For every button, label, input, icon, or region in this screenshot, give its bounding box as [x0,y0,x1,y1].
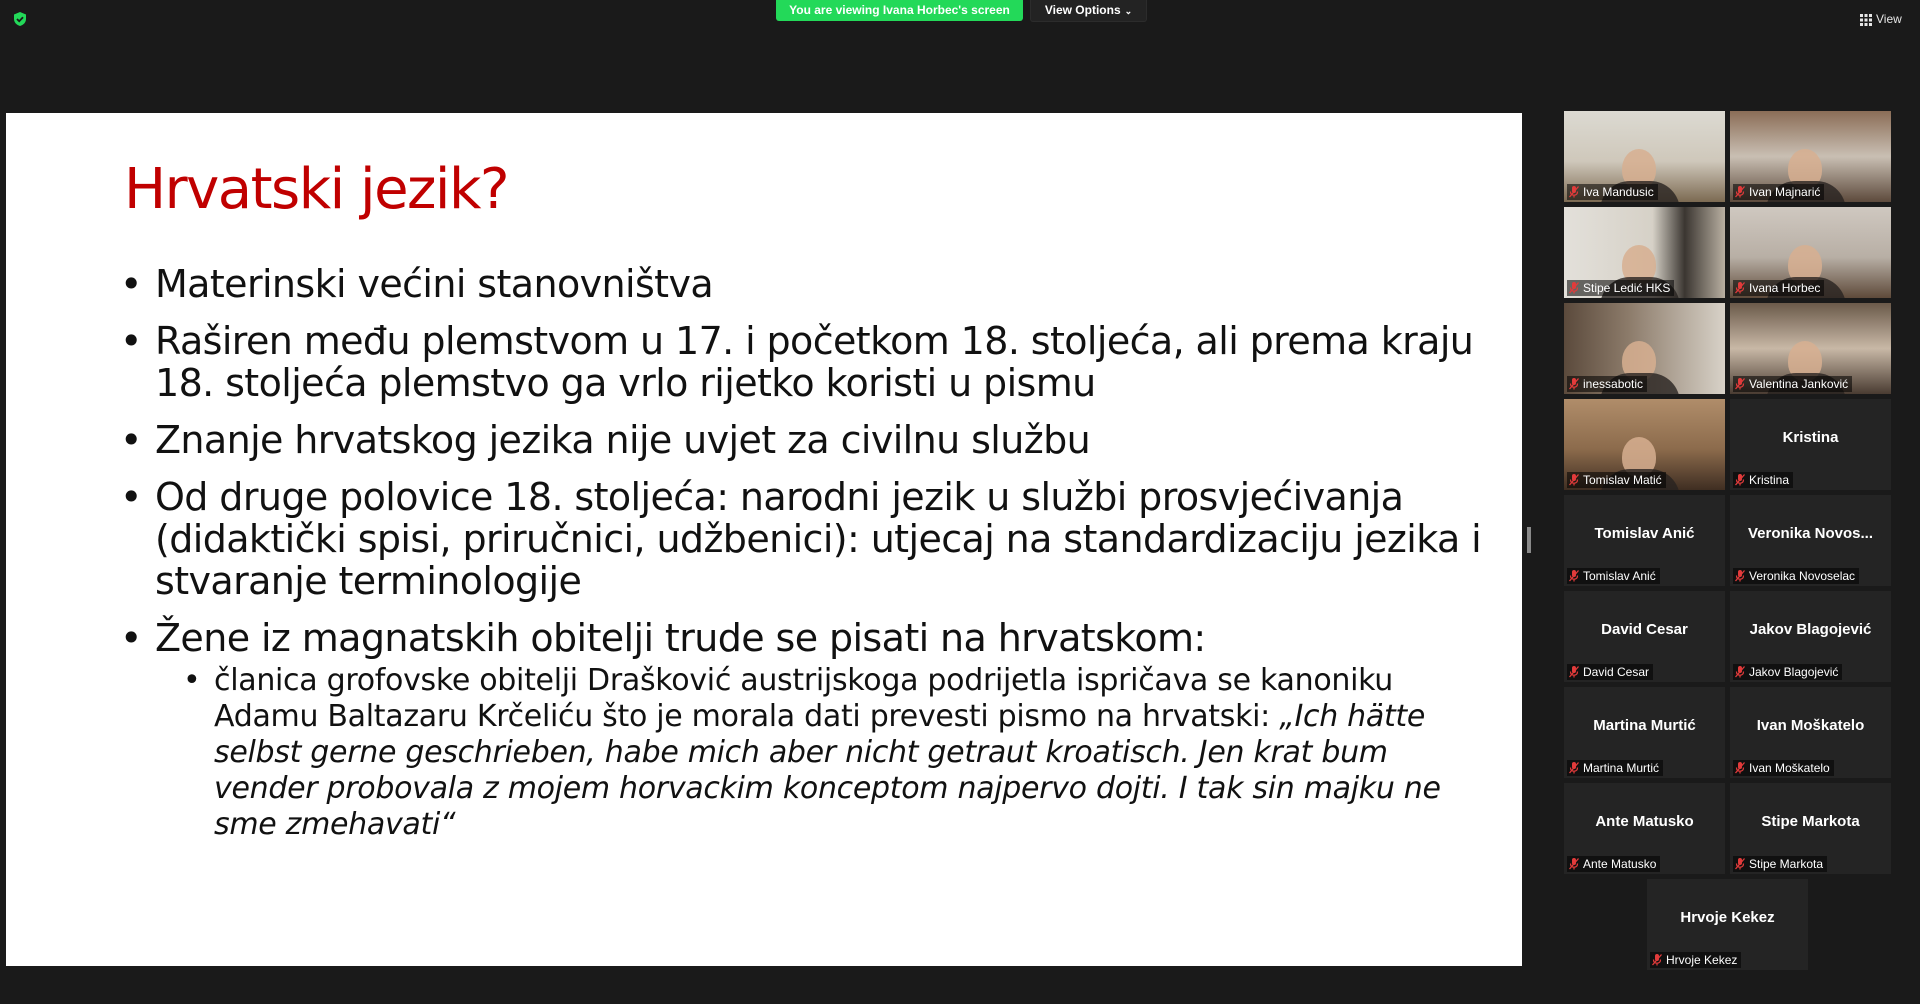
participant-name: Tomislav Matić [1583,473,1662,487]
mic-muted-icon [1569,474,1579,490]
participant-name-label [1567,376,1647,392]
participant-display-name: Hrvoje Kekez [1680,909,1775,926]
participant-name: Ivana Horbec [1749,281,1821,295]
participant-display-name: Ivan Moškatelo [1756,717,1865,734]
participant-name-label [1733,664,1842,680]
participant-display-name: Martina Murtić [1593,717,1696,734]
participant-tile[interactable] [1564,303,1725,394]
participant-name: Valentina Janković [1749,377,1849,391]
slide-bullet [120,617,1500,843]
mic-muted-icon [1735,186,1745,202]
participant-name: Martina Murtić [1583,761,1660,775]
participant-name-label [1567,472,1666,488]
participant-tile[interactable] [1730,111,1891,202]
participant-name: Stipe Markota [1749,857,1824,871]
mic-muted-icon [1569,186,1579,202]
mic-muted-icon [1569,858,1579,874]
shield-check-icon[interactable] [12,11,28,27]
participant-tile[interactable] [1647,879,1808,970]
participant-tile[interactable] [1564,495,1725,586]
participant-display-name: Ante Matusko [1595,813,1694,830]
sub-bullet-text: članica grofovske obitelji Drašković austrijskoga podrijetla ispričava se kanoniku Adamu Baltazaru Krčeliću što je morala dati prevesti pismo na hrvatski: [214,663,1393,734]
chevron-down-icon: ⌄ [1124,6,1133,16]
mic-muted-icon [1569,762,1579,778]
participant-display-name: Kristina [1782,429,1839,446]
participant-name-label [1567,664,1653,680]
participant-name: Veronika Novoselac [1749,569,1856,583]
participant-display-name: Veronika Novos... [1747,525,1874,542]
mic-muted-icon [1735,474,1745,490]
participant-name: Hrvoje Kekez [1666,953,1738,967]
participant-name: Ante Matusko [1583,857,1657,871]
slide-bullet-list [120,263,1500,858]
participant-name-label [1650,952,1741,968]
participant-name-label [1567,280,1674,296]
slide-bullet: • Materinski većini stanovništva [120,263,1500,305]
participant-tile[interactable] [1564,111,1725,202]
participant-tile[interactable] [1564,399,1725,490]
participant-name-label [1567,760,1663,776]
participant-name-label [1567,568,1660,584]
mic-muted-icon [1569,666,1579,682]
mic-muted-icon [1569,282,1579,298]
participant-name: Ivan Majnarić [1749,185,1821,199]
mic-muted-icon [1735,378,1745,394]
participant-tile[interactable] [1730,303,1891,394]
slide-bullet: • Znanje hrvatskog jezika nije uvjet za civilnu službu [120,419,1500,461]
slide-bullet-text: Žene iz magnatskih obitelji trude se pisati na hrvatskom: [155,616,1206,660]
participant-tile[interactable] [1564,591,1725,682]
panel-resize-handle[interactable] [1527,527,1531,553]
participant-tile[interactable] [1564,207,1725,298]
shared-screen-slide[interactable] [6,113,1522,966]
slide-sub-bullet-list [155,663,1500,843]
mic-muted-icon [1735,858,1745,874]
participant-name: Kristina [1749,473,1790,487]
mic-muted-icon [1735,282,1745,298]
participant-tile[interactable] [1730,783,1891,874]
top-bar [0,0,1920,24]
participant-tile[interactable] [1730,495,1891,586]
participant-display-name: David Cesar [1601,621,1688,638]
mic-muted-icon [1652,954,1662,970]
grid-view-icon [1860,14,1872,26]
slide-sub-bullet [155,663,1500,843]
slide-title: Hrvatski jezik? [124,157,509,222]
participant-name-label [1567,184,1658,200]
participant-name-label [1733,376,1852,392]
participant-name: Iva Mandusic [1583,185,1654,199]
participant-tile[interactable] [1564,783,1725,874]
view-options-button[interactable] [1030,0,1147,22]
participant-tile[interactable] [1564,687,1725,778]
participant-name-label [1733,760,1834,776]
participant-name-label [1733,280,1824,296]
participant-name-label [1733,856,1827,872]
participant-display-name: Tomislav Anić [1594,525,1695,542]
participant-display-name: Stipe Markota [1761,813,1860,830]
mic-muted-icon [1569,570,1579,586]
mic-muted-icon [1735,762,1745,778]
participant-name: inessabotic [1583,377,1644,391]
mic-muted-icon [1569,378,1579,394]
participant-tile[interactable] [1730,207,1891,298]
mic-muted-icon [1735,570,1745,586]
participant-name-label [1733,472,1793,488]
slide-bullet: • Raširen među plemstvom u 17. i početkom 18. stoljeća, ali prema kraju 18. stoljeća plemstvo ga vrlo rijetko koristi u pismu [120,320,1500,404]
participant-display-name: Jakov Blagojević [1749,621,1872,638]
participant-tile[interactable] [1730,399,1891,490]
participant-tile[interactable] [1730,687,1891,778]
view-button[interactable] [1860,11,1902,27]
slide-bullet: • Od druge polovice 18. stoljeća: narodni jezik u službi prosvjećivanja (didaktički spisi, priručnici, udžbenici): utjecaj na standardizaciju jezika i stvaranje terminologije [120,476,1500,602]
participant-name-label [1733,184,1824,200]
participant-name: Jakov Blagojević [1749,665,1839,679]
mic-muted-icon [1735,666,1745,682]
viewing-screen-banner: You are viewing Ivana Horbec's screen [776,0,1023,21]
participant-tile[interactable] [1730,591,1891,682]
sub-bullet-quote: „Ich hätte selbst gerne geschrieben, habe mich aber nicht getraut kroatisch. Jen krat bum vender probovala z mojem horvackim konceptom najpervo dojti. I tak sin majku ne sme zmehavati“ [214,699,1441,842]
view-options-label: View Options [1044,3,1121,17]
participant-name: David Cesar [1583,665,1650,679]
participant-name: Tomislav Anić [1583,569,1656,583]
participant-name-label [1733,568,1859,584]
view-label: View [1876,12,1902,26]
participant-name: Stipe Ledić HKS [1583,281,1671,295]
participant-name-label [1567,856,1660,872]
participant-name: Ivan Moškatelo [1749,761,1830,775]
